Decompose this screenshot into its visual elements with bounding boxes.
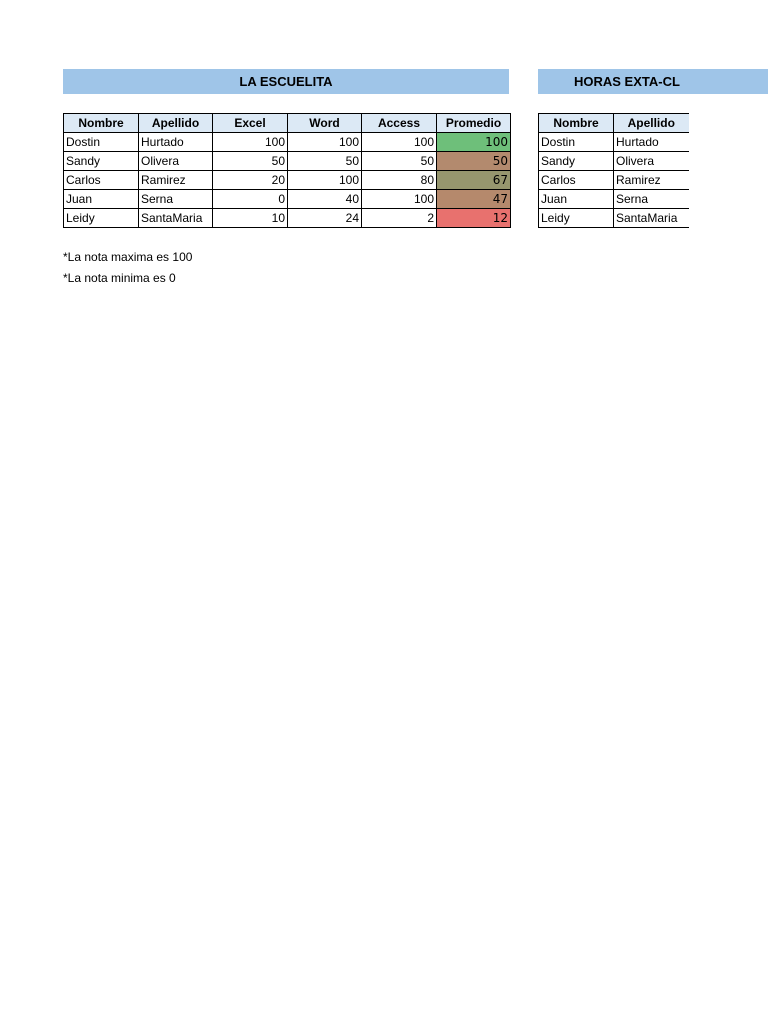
cell-promedio[interactable]: 12: [437, 209, 511, 228]
table-row: [64, 190, 511, 209]
header-nombre[interactable]: Nombre: [64, 114, 139, 133]
cell-access[interactable]: 100: [362, 133, 437, 152]
table-row: [64, 171, 511, 190]
cell-apellido[interactable]: SantaMaria: [614, 209, 689, 228]
cell-word[interactable]: 100: [288, 171, 362, 190]
cell-nombre[interactable]: Sandy: [539, 152, 614, 171]
table-row: [539, 209, 689, 228]
cell-apellido[interactable]: Olivera: [139, 152, 213, 171]
cell-nombre[interactable]: Juan: [64, 190, 139, 209]
cell-apellido[interactable]: Olivera: [614, 152, 689, 171]
cell-word[interactable]: 40: [288, 190, 362, 209]
header-nombre[interactable]: Nombre: [539, 114, 614, 133]
cell-apellido[interactable]: Serna: [139, 190, 213, 209]
header-access[interactable]: Access: [362, 114, 437, 133]
table-row: [64, 209, 511, 228]
overtime-table: [538, 113, 689, 228]
header-apellido[interactable]: Apellido: [614, 114, 689, 133]
cell-access[interactable]: 100: [362, 190, 437, 209]
note-max-grade: *La nota maxima es 100: [63, 250, 193, 264]
cell-excel[interactable]: 50: [213, 152, 288, 171]
cell-access[interactable]: 50: [362, 152, 437, 171]
cell-nombre[interactable]: Carlos: [64, 171, 139, 190]
table-row: [539, 133, 689, 152]
cell-promedio[interactable]: 67: [437, 171, 511, 190]
cell-apellido[interactable]: Serna: [614, 190, 689, 209]
cell-excel[interactable]: 100: [213, 133, 288, 152]
cell-nombre[interactable]: Sandy: [64, 152, 139, 171]
cell-nombre[interactable]: Carlos: [539, 171, 614, 190]
table-row: [539, 152, 689, 171]
cell-nombre[interactable]: Leidy: [539, 209, 614, 228]
cell-word[interactable]: 100: [288, 133, 362, 152]
header-word[interactable]: Word: [288, 114, 362, 133]
table-row: [539, 190, 689, 209]
cell-nombre[interactable]: Juan: [539, 190, 614, 209]
cell-apellido[interactable]: Ramirez: [614, 171, 689, 190]
cell-access[interactable]: 80: [362, 171, 437, 190]
grades-table: [63, 113, 511, 228]
cell-apellido[interactable]: Hurtado: [139, 133, 213, 152]
cell-word[interactable]: 24: [288, 209, 362, 228]
cell-word[interactable]: 50: [288, 152, 362, 171]
cell-access[interactable]: 2: [362, 209, 437, 228]
cell-apellido[interactable]: SantaMaria: [139, 209, 213, 228]
header-promedio[interactable]: Promedio: [437, 114, 511, 133]
cell-excel[interactable]: 10: [213, 209, 288, 228]
header-excel[interactable]: Excel: [213, 114, 288, 133]
left-table-title-text: LA ESCUELITA: [239, 74, 333, 89]
note-min-grade: *La nota minima es 0: [63, 271, 176, 285]
right-table-title: [538, 69, 768, 94]
cell-apellido[interactable]: Ramirez: [139, 171, 213, 190]
table-row: [539, 171, 689, 190]
cell-nombre[interactable]: Leidy: [64, 209, 139, 228]
header-apellido[interactable]: Apellido: [139, 114, 213, 133]
left-table-title: [63, 69, 509, 94]
table-row: [64, 152, 511, 171]
cell-nombre[interactable]: Dostin: [64, 133, 139, 152]
right-table-title-text: HORAS EXTA-CL: [574, 74, 680, 89]
table-row: [64, 133, 511, 152]
overtime-header-row: [539, 114, 689, 133]
cell-excel[interactable]: 20: [213, 171, 288, 190]
cell-nombre[interactable]: Dostin: [539, 133, 614, 152]
cell-apellido[interactable]: Hurtado: [614, 133, 689, 152]
cell-promedio[interactable]: 47: [437, 190, 511, 209]
cell-excel[interactable]: 0: [213, 190, 288, 209]
cell-promedio[interactable]: 100: [437, 133, 511, 152]
cell-promedio[interactable]: 50: [437, 152, 511, 171]
grades-header-row: [64, 114, 511, 133]
